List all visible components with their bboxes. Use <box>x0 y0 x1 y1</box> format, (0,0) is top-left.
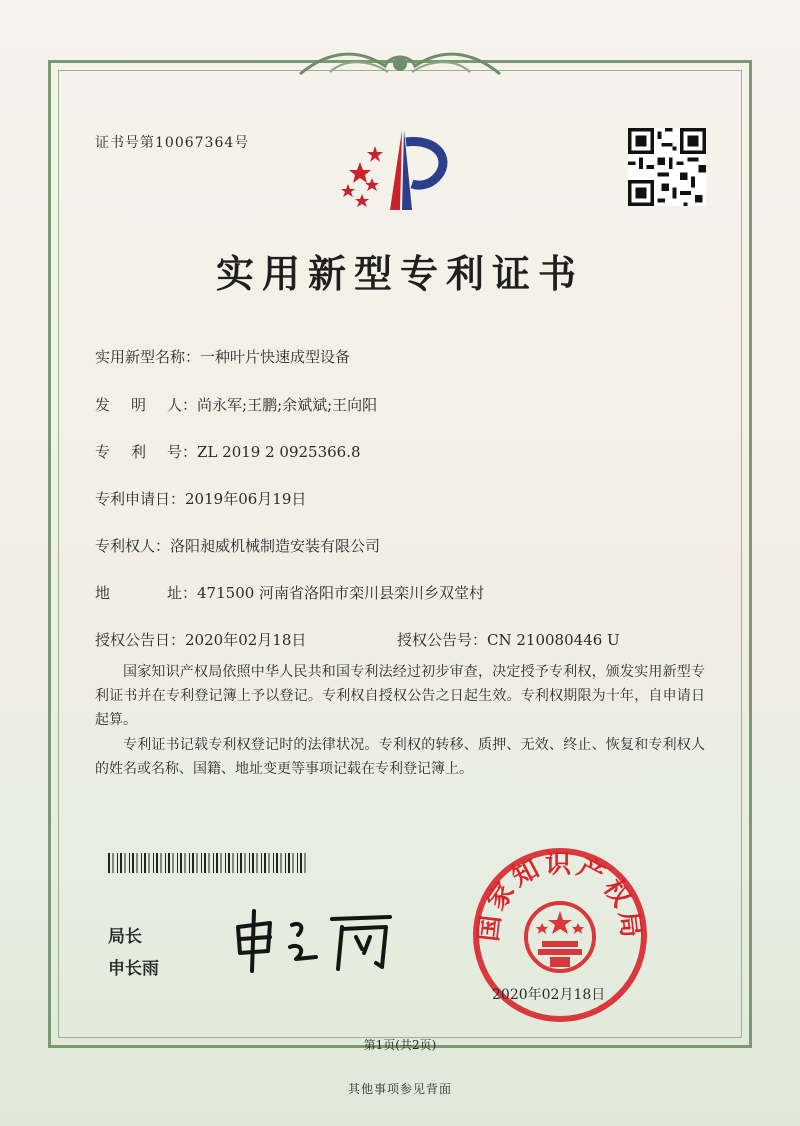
field-value: 471500 河南省洛阳市栾川县栾川乡双堂村 <box>197 584 485 602</box>
field-grant-announcement-number <box>397 629 620 650</box>
barcode-bar <box>261 853 262 873</box>
barcode-bar <box>192 853 194 873</box>
barcode-bar <box>285 853 286 873</box>
director-name: 申长雨 <box>108 959 159 979</box>
field-value: 洛阳昶威机械制造安装有限公司 <box>170 537 381 555</box>
barcode-bar <box>249 853 250 873</box>
barcode-bar <box>137 853 138 873</box>
barcode-bar <box>165 853 166 873</box>
barcode-bar <box>216 853 218 873</box>
barcode-bar <box>252 853 254 873</box>
field-inventors <box>95 394 377 415</box>
field-label: 址： <box>167 584 198 602</box>
field-label: 专利申请日： <box>95 490 186 508</box>
barcode-bar <box>300 853 302 873</box>
field-value: 2019年06月19日 <box>185 490 307 508</box>
cnipa-emblem-icon <box>340 120 470 220</box>
barcode-bar <box>245 853 246 873</box>
barcode-bar <box>276 853 278 873</box>
barcode-bar <box>108 853 110 873</box>
barcode-bar <box>288 853 290 873</box>
barcode-bar <box>141 853 142 873</box>
field-address <box>95 582 484 603</box>
barcode-bar <box>221 853 222 873</box>
barcode-bar <box>161 853 162 873</box>
seal-date: 2020年02月18日 <box>492 987 606 1003</box>
body-paragraph-legal-status: 专利证书记载专利权登记时的法律状况。专利权的转移、质押、无效、终止、恢复和专利权人的姓名或名称、国籍、地址变更等事项记载在专利登记簿上。 <box>95 737 705 777</box>
barcode-bar <box>213 853 214 873</box>
barcode-bar <box>156 853 158 873</box>
border-ornament <box>290 44 510 84</box>
barcode-bar <box>264 853 266 873</box>
barcode-bar <box>129 853 130 873</box>
barcode-bar <box>273 853 274 873</box>
barcode-bar <box>177 853 178 873</box>
barcode-bar <box>228 853 230 873</box>
barcode-bar <box>209 853 210 873</box>
barcode-bar <box>180 853 182 873</box>
barcode-bar <box>132 853 134 873</box>
field-patent-number <box>95 441 361 462</box>
field-label: 发 <box>95 396 111 414</box>
barcode-bar <box>144 853 146 873</box>
field-label: 地 <box>95 584 111 602</box>
barcode-bar <box>297 853 298 873</box>
barcode-bar <box>197 853 198 873</box>
barcode-bar <box>240 853 242 873</box>
barcode-bar <box>117 853 118 873</box>
field-label: 实用新型名称： <box>95 348 201 366</box>
barcode-bar <box>237 853 238 873</box>
barcode-bar <box>269 853 270 873</box>
barcode-bar <box>201 853 202 873</box>
barcode-bar <box>225 853 226 873</box>
field-value: ZL 2019 2 0925366.8 <box>197 443 361 461</box>
field-patentee <box>95 535 380 556</box>
director-signature-icon <box>230 905 410 975</box>
barcode-bar <box>204 853 206 873</box>
barcode-bar <box>257 853 258 873</box>
field-label: 专 <box>95 443 111 461</box>
barcode-bar <box>173 853 174 873</box>
document-title: 实用新型专利证书 <box>215 251 584 296</box>
director-title: 局长 <box>108 927 142 947</box>
barcode-bar <box>189 853 190 873</box>
field-value: CN 210080446 U <box>487 631 620 649</box>
footer-note: 其他事项参见背面 <box>347 1082 452 1096</box>
field-label: 明 <box>131 396 147 414</box>
field-value: 尚永军;王鹏;余斌斌;王向阳 <box>197 396 378 414</box>
barcode-bar <box>281 853 282 873</box>
body-paragraph-grant: 国家知识产权局依照中华人民共和国专利法经过初步审查，决定授予专利权，颁发实用新型专利证书并在专利登记簿上予以登记。专利权自授权公告之日起生效。专利权期限为十年，自申请日起算。 <box>95 664 705 728</box>
barcode-bar <box>125 853 126 873</box>
field-label: 人： <box>167 396 198 414</box>
field-value: 2020年02月18日 <box>185 631 307 649</box>
field-label: 专利权人： <box>95 537 171 555</box>
field-grant-announcement-date <box>95 629 306 650</box>
barcode-bar <box>293 853 294 873</box>
qr-code-icon <box>628 128 706 206</box>
field-label: 利 <box>131 443 147 461</box>
page-indicator: 第1页(共2页) <box>363 1038 437 1052</box>
certificate-number: 证书号第10067364号 <box>95 135 250 151</box>
field-label: 授权公告日： <box>95 631 186 649</box>
field-label: 授权公告号： <box>397 631 488 649</box>
barcode-bar <box>120 853 122 873</box>
barcode-bar <box>185 853 186 873</box>
barcode-bar <box>168 853 170 873</box>
field-filing-date <box>95 488 306 509</box>
barcode-bar <box>305 853 306 873</box>
field-label: 号： <box>167 443 198 461</box>
barcode-bar <box>113 853 114 873</box>
barcode-bar <box>233 853 234 873</box>
field-value: 一种叶片快速成型设备 <box>200 348 351 366</box>
barcode-icon <box>108 853 308 873</box>
barcode-bar <box>149 853 150 873</box>
svg-text:国家知识产权局 <box>474 849 646 943</box>
field-utility-model-name <box>95 346 350 367</box>
barcode-bar <box>153 853 154 873</box>
seal-text: 国家知识产权局 <box>473 849 647 944</box>
